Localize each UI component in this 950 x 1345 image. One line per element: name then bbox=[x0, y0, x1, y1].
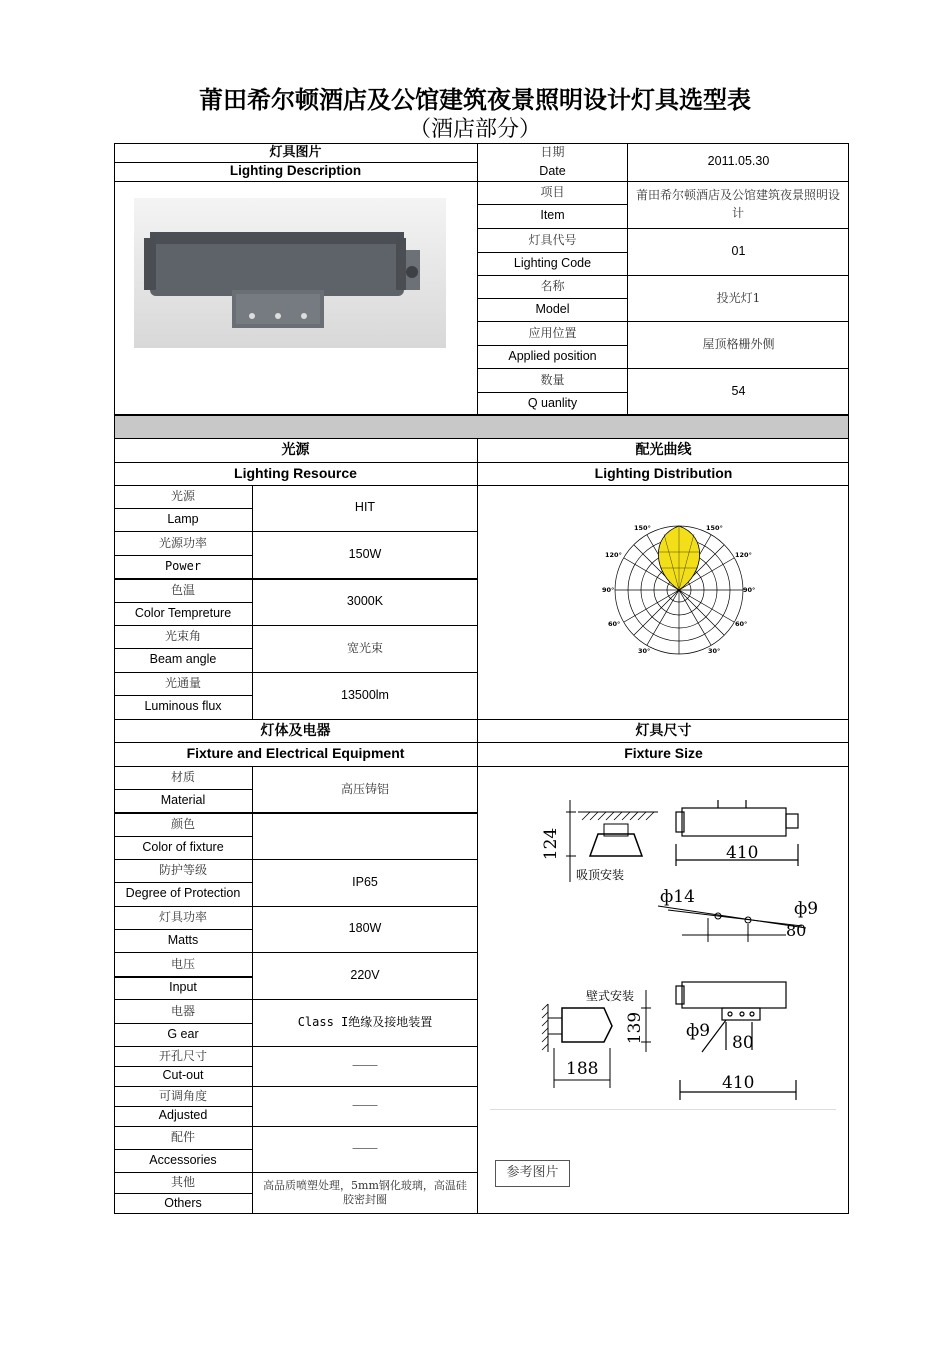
dim-80-bottom: 80 bbox=[732, 1033, 754, 1053]
dim-188: 188 bbox=[566, 1059, 599, 1079]
angle-label: 150° bbox=[634, 524, 651, 532]
model-label-en: Model bbox=[535, 301, 570, 316]
dim-height-wall: 139 bbox=[625, 1011, 645, 1045]
angle-label: 120° bbox=[735, 551, 752, 559]
adjusted-label-cn: 可调角度 bbox=[158, 1088, 207, 1103]
separator-band bbox=[114, 416, 849, 438]
page-title: 莆田希尔顿酒店及公馆建筑夜景照明设计灯具选型表 bbox=[199, 85, 751, 114]
color-temp-value: 3000K bbox=[346, 593, 384, 608]
item-value: 莆田希尔顿酒店及公馆建筑夜景照明设计 bbox=[636, 188, 841, 220]
angle-label: 90° bbox=[602, 586, 615, 594]
others-label-en: Others bbox=[164, 1195, 202, 1210]
beam-value: 宽光束 bbox=[346, 641, 383, 655]
distribution-header-cn: 配光曲线 bbox=[635, 441, 692, 458]
model-value: 投光灯1 bbox=[716, 290, 761, 305]
fixture-color-label-cn: 颜色 bbox=[170, 816, 195, 831]
size-header-cn: 灯具尺寸 bbox=[635, 721, 692, 738]
others-value: 高品质喷塑处理，5mm钢化玻璃，高温硅胶密封圈 bbox=[263, 1179, 467, 1206]
code-label-en: Lighting Code bbox=[513, 255, 592, 270]
lamp-label-cn: 光源 bbox=[170, 489, 195, 503]
dim-80-top: 80 bbox=[786, 921, 807, 940]
beam-label-cn: 光束角 bbox=[164, 629, 201, 643]
gear-value: Class I绝缘及接地装置 bbox=[297, 1015, 433, 1029]
item-label-cn: 项目 bbox=[540, 185, 565, 199]
dim-height-ceiling: 124 bbox=[541, 827, 561, 861]
dim-width-top: 410 bbox=[726, 843, 759, 863]
model-label-cn: 名称 bbox=[540, 279, 565, 293]
image-header-cn: 灯具图片 bbox=[269, 144, 322, 160]
accessories-label-cn: 配件 bbox=[170, 1130, 195, 1144]
fixture-power-label-cn: 灯具功率 bbox=[158, 910, 207, 924]
quantity-label-cn: 数量 bbox=[540, 372, 565, 387]
reference-image-label: 参考图片 bbox=[495, 1160, 570, 1187]
code-label-cn: 灯具代号 bbox=[528, 232, 577, 247]
angle-label: 30° bbox=[638, 647, 651, 655]
protection-label-en: Degree of Protection bbox=[125, 886, 241, 901]
angle-label: 90° bbox=[743, 586, 756, 594]
ceiling-mount-label: 吸顶安装 bbox=[576, 868, 625, 882]
material-label-cn: 材质 bbox=[170, 770, 195, 784]
quantity-value: 54 bbox=[731, 383, 746, 398]
position-label-cn: 应用位置 bbox=[528, 325, 577, 340]
voltage-label-cn: 电压 bbox=[170, 956, 195, 971]
wall-mount-label: 壁式安装 bbox=[586, 989, 635, 1003]
material-value: 高压铸铝 bbox=[340, 781, 389, 796]
others-label-cn: 其他 bbox=[170, 1175, 195, 1189]
dim-width-bottom: 410 bbox=[722, 1073, 755, 1093]
angle-label: 150° bbox=[706, 524, 723, 532]
gear-label-en: G ear bbox=[167, 1026, 199, 1041]
distribution-header-en: Lighting Distribution bbox=[594, 464, 733, 481]
size-header-en: Fixture Size bbox=[624, 745, 703, 762]
code-value: 01 bbox=[731, 243, 746, 258]
angle-label: 60° bbox=[735, 620, 748, 628]
cutout-label-en: Cut-out bbox=[162, 1068, 204, 1083]
fixture-header-en: Fixture and Electrical Equipment bbox=[186, 745, 405, 762]
date-label-cn: 日期 bbox=[540, 145, 565, 159]
polar-distribution-diagram bbox=[598, 518, 760, 658]
adjusted-label-en: Adjusted bbox=[158, 1108, 208, 1123]
flux-label-cn: 光通量 bbox=[164, 676, 201, 690]
fixture-color-label-en: Color of fixture bbox=[142, 839, 224, 854]
fixture-header-cn: 灯体及电器 bbox=[260, 721, 331, 738]
drawing-divider bbox=[490, 1109, 836, 1110]
accessories-value: —— bbox=[352, 1141, 378, 1156]
fixture-color-value bbox=[253, 812, 477, 859]
fixture-power-value: 180W bbox=[348, 921, 382, 936]
color-temp-label-cn: 色温 bbox=[170, 582, 195, 597]
angle-label: 30° bbox=[708, 647, 721, 655]
source-header-en: Lighting Resource bbox=[234, 464, 357, 481]
accessories-label-en: Accessories bbox=[149, 1152, 217, 1167]
position-value: 屋顶格栅外侧 bbox=[702, 337, 775, 351]
gear-label-cn: 电器 bbox=[170, 1003, 195, 1018]
lamp-label-en: Lamp bbox=[167, 511, 199, 526]
power-label-en: Power bbox=[164, 559, 202, 573]
luminaire-photo bbox=[134, 198, 446, 348]
flux-label-en: Luminous flux bbox=[144, 699, 222, 714]
dim-phi9-top: ф9 bbox=[794, 899, 819, 919]
voltage-label-en: Input bbox=[169, 979, 197, 994]
power-label-cn: 光源功率 bbox=[158, 535, 207, 550]
position-label-en: Applied position bbox=[508, 348, 597, 363]
dim-phi9-bottom: ф9 bbox=[686, 1021, 711, 1041]
item-label-en: Item bbox=[540, 208, 565, 223]
protection-value: IP65 bbox=[352, 874, 378, 889]
adjusted-value: —— bbox=[352, 1098, 378, 1113]
lamp-value: HIT bbox=[354, 500, 376, 515]
page-subtitle: （酒店部分） bbox=[408, 117, 541, 142]
date-value: 2011.05.30 bbox=[707, 154, 770, 169]
fixture-power-label-en: Matts bbox=[167, 932, 199, 947]
angle-label: 60° bbox=[608, 620, 621, 628]
flux-value: 13500lm bbox=[341, 687, 389, 702]
source-header-cn: 光源 bbox=[281, 441, 310, 458]
material-label-en: Material bbox=[160, 792, 206, 807]
power-value: 150W bbox=[348, 546, 382, 561]
angle-label: 120° bbox=[605, 551, 622, 559]
fixture-size-drawing bbox=[486, 790, 842, 1110]
image-header-en: Lighting Description bbox=[229, 163, 362, 179]
date-label-en: Date bbox=[539, 163, 566, 178]
cutout-value: —— bbox=[352, 1058, 378, 1073]
voltage-value: 220V bbox=[350, 967, 380, 982]
dim-phi14: ф14 bbox=[660, 887, 695, 907]
cutout-label-cn: 开孔尺寸 bbox=[158, 1048, 207, 1063]
protection-label-cn: 防护等级 bbox=[158, 863, 207, 877]
quantity-label-en: Q uanlity bbox=[527, 395, 578, 410]
beam-label-en: Beam angle bbox=[149, 652, 217, 667]
color-temp-label-en: Color Tempreture bbox=[134, 605, 232, 620]
